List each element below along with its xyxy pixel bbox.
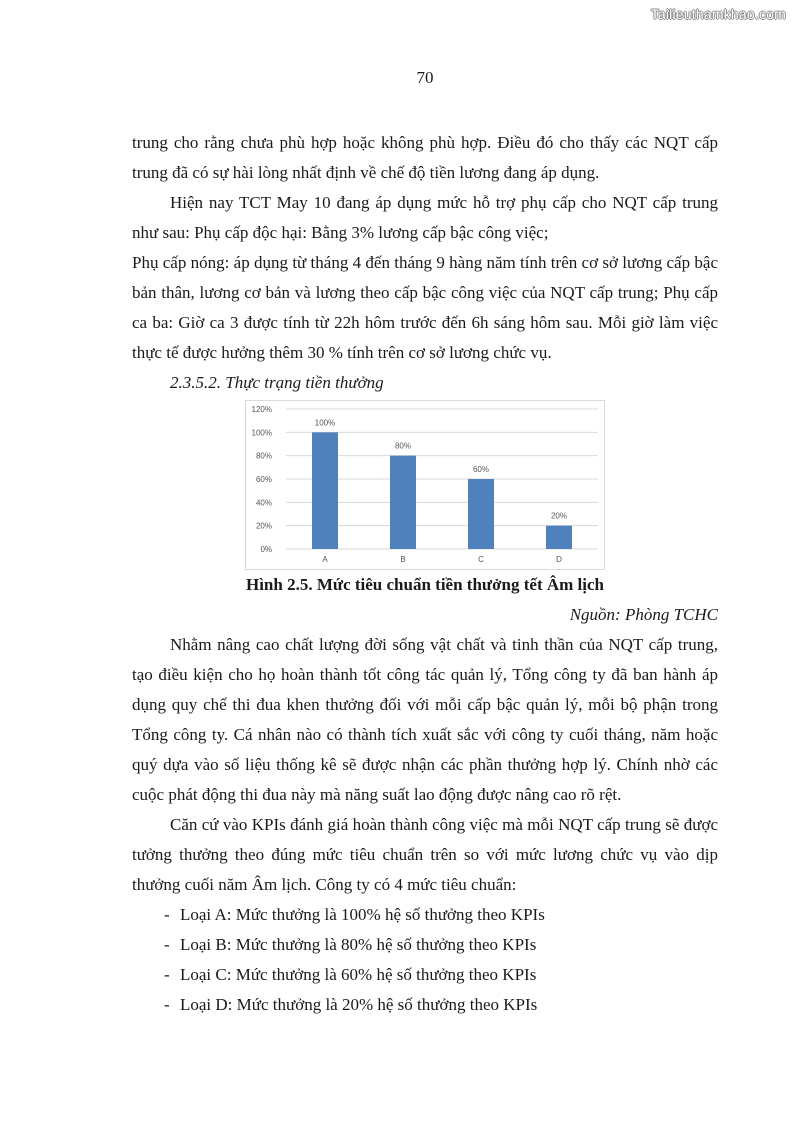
section-heading: 2.3.5.2. Thực trạng tiền thưởng [170,373,384,392]
document-body [132,128,718,1020]
bar-b [390,456,416,549]
list-item: - Loại C: Mức thưởng là 60% hệ số thưởng theo KPIs [164,960,718,990]
paragraph-1: trung cho rằng chưa phù hợp hoặc không phù hợp. Điều đó cho thấy các NQT cấp trung đã có sự hài lòng nhất định về chế độ tiền lương đang áp dụng. [132,133,718,182]
bonus-chart-svg [246,401,604,569]
paragraph-2: Hiện nay TCT May 10 đang áp dụng mức hỗ trợ phụ cấp cho NQT cấp trung như sau: Phụ cấp độc hại: Bằng 3% lương cấp bậc công việc; [132,193,718,242]
paragraph-3: Phụ cấp nóng: áp dụng từ tháng 4 đến tháng 9 hàng năm tính trên cơ sở lương cấp bậc bản thân, lương cơ bản và lương theo cấp bậc công việc của NQT cấp trung; Phụ cấp ca ba: Giờ ca 3 được tính từ 22h hôm trước đến 6h sáng hôm sau. Mỗi giờ làm việc thực tế được hưởng thêm 30 % tính trên cơ sở lương chức vụ. [132,253,718,362]
data-label: 100% [314,418,336,428]
data-label: 80% [394,441,412,451]
y-tick-label: 60% [255,475,272,484]
data-label: 20% [550,511,568,521]
x-tick-label: B [400,555,406,564]
x-tick-label: A [322,555,328,564]
y-tick-label: 40% [255,498,272,508]
y-tick-label: 0% [260,545,272,554]
paragraph-5: Căn cứ vào KPIs đánh giá hoàn thành công việc mà mỗi NQT cấp trung sẽ được tưởng thưởng theo đúng mức tiêu chuẩn trên so với mức lương chức vụ vào dịp thưởng cuối năm Âm lịch. Công ty có 4 mức tiêu chuẩn: [132,815,718,894]
list-item: - Loại D: Mức thưởng là 20% hệ số thưởng theo KPIs [164,990,718,1020]
watermark: Tailieuthamkhao.com [650,6,786,22]
x-tick-label: C [478,555,484,564]
bonus-chart [245,400,605,570]
figure-caption: Hình 2.5. Mức tiêu chuẩn tiền thưởng tết Âm lịch [245,575,604,594]
list-item: - Loại B: Mức thưởng là 80% hệ số thưởng theo KPIs [164,930,718,960]
bonus-level-list [132,900,718,1020]
y-tick-label: 120% [251,405,272,414]
bar-d [546,526,572,549]
y-tick-label: 20% [255,521,272,531]
bar-c [468,479,494,549]
data-label: 60% [472,465,490,474]
list-item: - Loại A: Mức thưởng là 100% hệ số thưởng theo KPIs [164,900,718,930]
paragraph-4: Nhằm nâng cao chất lượng đời sống vật chất và tinh thần của NQT cấp trung, tạo điều kiện cho họ hoàn thành tốt công tác quản lý, Tổng công ty đã ban hành áp dụng quy chế thi đua khen thưởng đối với mỗi cấp bậc quản lý, mỗi bộ phận trong Tổng công ty. Cá nhân nào có thành tích xuất sắc với công ty cuối tháng, năm hoặc quý dựa vào số liệu thống kê sẽ được nhận các phần thưởng hợp lý. Chính nhờ các cuộc phát động thi đua này mà năng suất lao động được nâng cao rõ rệt. [132,635,718,804]
y-tick-label: 100% [251,428,272,438]
page-number: 70 [416,68,434,87]
bar-a [312,432,338,549]
y-tick-label: 80% [255,451,272,461]
figure-source: Nguồn: Phòng TCHC [569,605,718,624]
x-tick-label: D [556,555,562,564]
